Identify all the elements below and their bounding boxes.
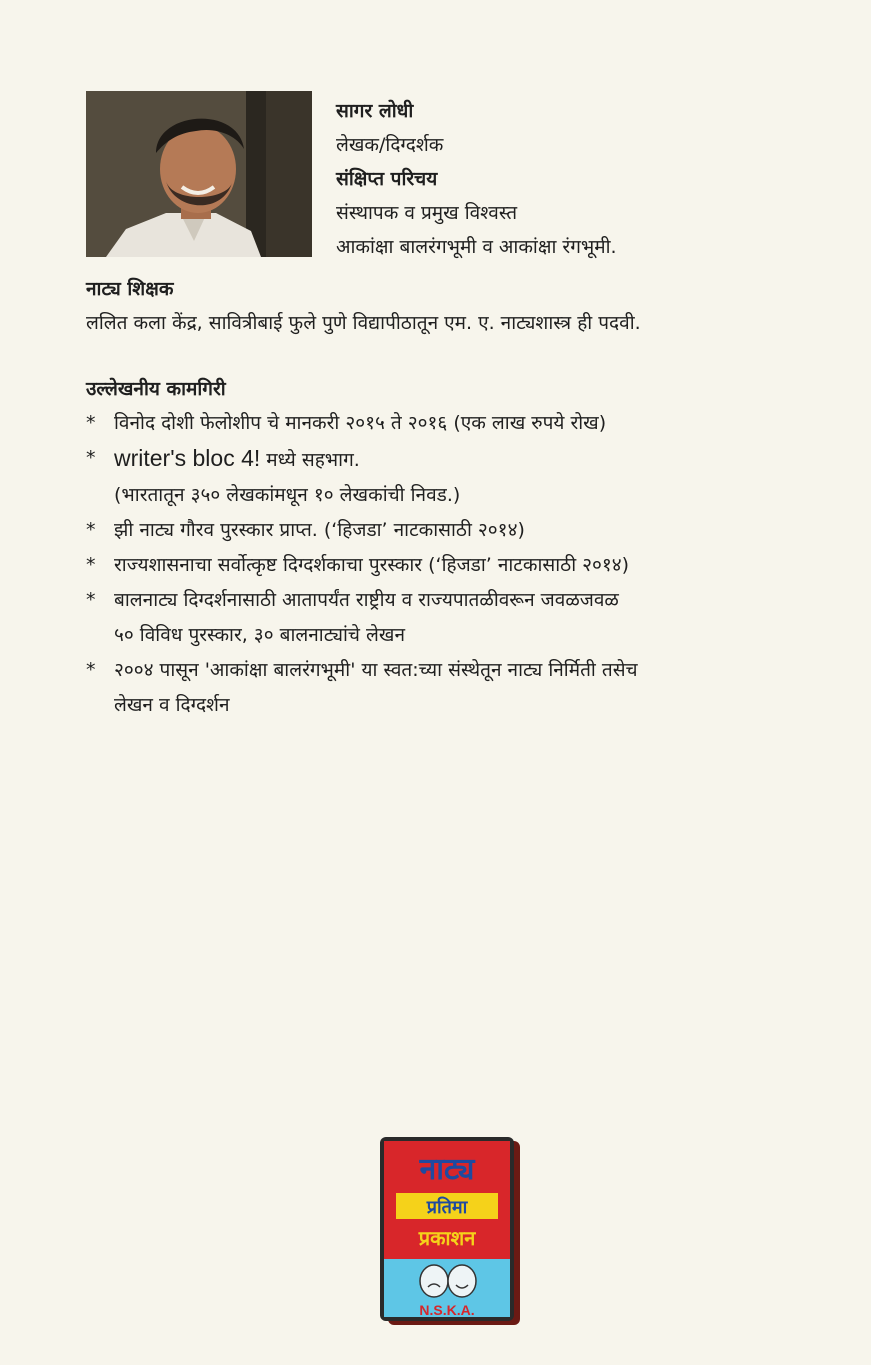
asterisk-bullet-icon: *	[86, 589, 96, 611]
logo-word-prakashan: प्रकाशन	[418, 1226, 476, 1250]
author-photo	[86, 91, 312, 257]
intro-line-2: आकांक्षा बालरंगभूमी व आकांक्षा रंगभूमी.	[336, 236, 617, 258]
publisher-logo	[378, 1135, 524, 1327]
list-item: * विनोद दोशी फेलोशीप चे मानकरी २०१५ ते २०१६ (एक लाख रुपये रोख)	[86, 406, 846, 441]
asterisk-bullet-icon: *	[86, 659, 96, 681]
achievements-list	[86, 406, 846, 723]
logo-abbr: N.S.K.A.	[419, 1302, 475, 1318]
asterisk-bullet-icon: *	[86, 447, 96, 469]
asterisk-bullet-icon: *	[86, 519, 96, 541]
list-item: * बालनाट्य दिग्दर्शनासाठी आतापर्यंत राष्ट्रीय व राज्यपातळीवरून जवळजवळ ५० विविध पुरस्कार, ३० बालनाट्यांचे लेखन	[86, 583, 846, 653]
list-item: * झी नाट्य गौरव पुरस्कार प्राप्त. (‘हिजडा’ नाटकासाठी २०१४)	[86, 513, 846, 548]
list-item: * राज्यशासनाचा सर्वोत्कृष्ट दिग्दर्शकाचा पुरस्कार (‘हिजडा’ नाटकासाठी २०१४)	[86, 548, 846, 583]
author-name: सागर लोधी	[336, 100, 414, 122]
logo-word-pratima: प्रतिमा	[426, 1197, 468, 1218]
teacher-text: ललित कला केंद्र, सावित्रीबाई फुले पुणे विद्यापीठातून एम. ए. नाट्यशास्त्र ही पदवी.	[86, 312, 641, 334]
logo-word-natya: नाट्य	[419, 1152, 475, 1187]
list-item: * २००४ पासून 'आकांक्षा बालरंगभूमी' या स्वत:च्या संस्थेतून नाट्य निर्मिती तसेच लेखन व दिग्दर्शन	[86, 653, 846, 723]
teacher-section	[86, 272, 641, 340]
writers-bloc-title: writer's bloc 4!	[114, 445, 261, 471]
achievements-heading-wrap	[86, 372, 226, 406]
achievements-heading: उल्लेखनीय कामगिरी	[86, 378, 226, 400]
intro-heading: संक्षिप्त परिचय	[336, 168, 438, 190]
asterisk-bullet-icon: *	[86, 554, 96, 576]
author-role: लेखक/दिग्दर्शक	[336, 134, 444, 156]
author-bio	[336, 94, 617, 264]
author-portrait-image	[86, 91, 312, 257]
publisher-logo-image	[378, 1135, 524, 1327]
teacher-heading: नाट्य शिक्षक	[86, 278, 174, 300]
asterisk-bullet-icon: *	[86, 412, 96, 434]
intro-line-1: संस्थापक व प्रमुख विश्वस्त	[336, 202, 518, 224]
list-item: * writer's bloc 4! मध्ये सहभाग. (भारतातून ३५० लेखकांमधून १० लेखकांची निवड.)	[86, 441, 846, 513]
